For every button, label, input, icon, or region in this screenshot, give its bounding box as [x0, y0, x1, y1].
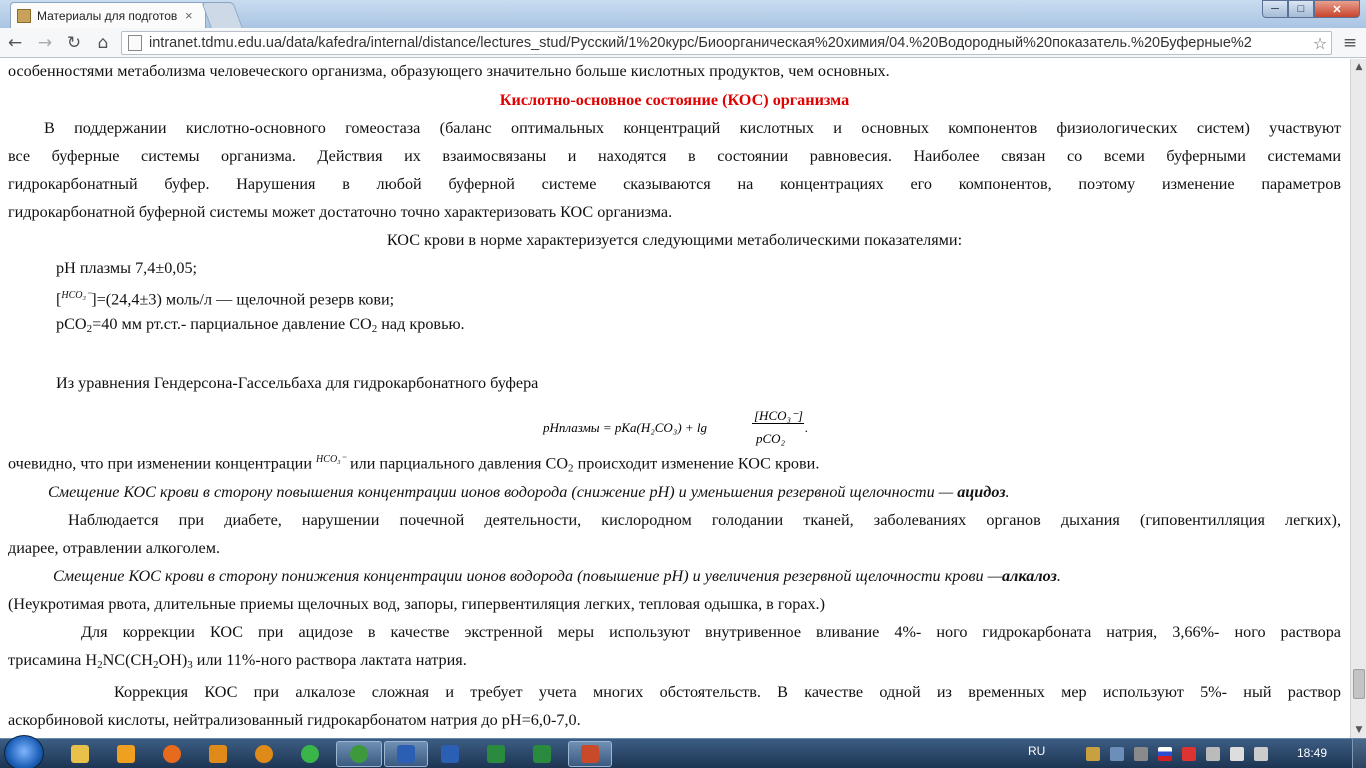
- taskbar-excel[interactable]: [522, 741, 562, 767]
- paragraph-line: В поддержании кислотно-основного гомеостаза (баланс оптимальных концентраций кислотных и основных компонентов физиологических систем) участвуют: [44, 119, 1341, 137]
- pco2-text: =40 мм рт.ст.- парциальное давление СО: [92, 315, 372, 333]
- alkalosis-definition: [53, 562, 1350, 590]
- home-icon[interactable]: ⌂: [97, 33, 109, 53]
- tray-icon[interactable]: [1206, 747, 1220, 761]
- taskbar-word[interactable]: [384, 741, 428, 767]
- subscript: 2: [97, 659, 103, 671]
- text: происходит изменение КОС крови.: [573, 454, 820, 473]
- reload-icon[interactable]: ↻: [66, 33, 82, 53]
- hco3-formula: HCO₃⁻: [61, 290, 92, 301]
- subscript: 2: [371, 323, 378, 335]
- henderson-text: Из уравнения Гендерсона-Гассельбаха для гидрокарбонатного буфера: [56, 374, 539, 392]
- text: NC(CH: [102, 651, 153, 669]
- taskbar-firefox[interactable]: [152, 741, 192, 767]
- paragraph-line: Для коррекции КОС при ацидозе в качестве экстренной меры используют внутривенное вливание 4%- ного гидрокарбоната натрия, 3,66%- ного раствора: [81, 623, 1341, 641]
- alkalosis-term: алкалоз: [1002, 567, 1057, 585]
- vertical-scrollbar[interactable]: [1350, 59, 1366, 738]
- scroll-thumb[interactable]: [1353, 669, 1365, 699]
- text: Смещение КОС крови в сторону понижения концентрации ионов водорода (повышение pH) и увеличения резервной щелочности крови —: [53, 567, 1003, 585]
- taskbar-chrome[interactable]: [336, 741, 382, 767]
- word-icon: [441, 745, 459, 763]
- paragraph-line: Коррекция КОС при алкалозе сложная и требует учета многих обстоятельств. В качестве одной из временных мер используют 5%- ный раствор: [114, 683, 1341, 701]
- maximize-button[interactable]: □: [1288, 0, 1314, 18]
- pco2-indicator: [56, 310, 1350, 343]
- app-icon: [301, 745, 319, 763]
- tab-close-icon[interactable]: ×: [185, 8, 193, 23]
- excel-icon: [487, 745, 505, 763]
- text: или 11%-ного раствора лактата натрия.: [192, 651, 467, 669]
- formula-dot: .: [805, 420, 809, 435]
- address-bar[interactable]: [121, 31, 1332, 55]
- tray-icon[interactable]: [1086, 747, 1100, 761]
- taskbar-app[interactable]: [244, 741, 284, 767]
- scroll-up-icon[interactable]: ▲: [1355, 62, 1363, 72]
- minimize-button[interactable]: ─: [1262, 0, 1288, 18]
- hco3-text: ]=(24,4±3) моль/л — щелочной резерв кови;: [91, 290, 395, 309]
- word-icon: [397, 745, 415, 763]
- tray-icon[interactable]: [1110, 747, 1124, 761]
- clock[interactable]: 18:49: [1297, 746, 1328, 760]
- page-icon: [128, 35, 142, 51]
- fraction-line: [752, 423, 804, 424]
- hco3-indicator: [56, 282, 1350, 313]
- subscript: 2: [86, 323, 93, 335]
- paragraph-line: диарее, отравлении алкоголем.: [8, 539, 221, 557]
- formula-denominator: pCO₂: [756, 431, 786, 446]
- formula-lhs: pHплазмы = pKa(H₂CO₃) + lg: [543, 420, 708, 435]
- media-player-icon: [117, 745, 135, 763]
- subscript: 2: [568, 462, 574, 475]
- app-icon: [255, 745, 273, 763]
- text-line: особенностями метаболизма человеческого организма, образующего значительно больше кислотных продуктов, чем основных.: [8, 62, 890, 80]
- text: .: [1005, 483, 1010, 501]
- taskbar: [0, 738, 1366, 768]
- paragraph-line: гидрокарбонатной буферной системы может достаточно точно характеризовать КОС организма.: [8, 203, 673, 221]
- browser-menu-icon[interactable]: ≡: [1342, 33, 1358, 53]
- close-window-button[interactable]: ✕: [1314, 0, 1360, 18]
- volume-icon[interactable]: [1254, 747, 1268, 761]
- folder-icon: [71, 745, 89, 763]
- text: очевидно, что при изменении концентрации: [8, 454, 312, 473]
- pco2-text: над кровью.: [377, 315, 465, 333]
- alkalosis-causes: (Неукротимая рвота, длительные приемы щелочных вод, запоры, гипервентиляция легких, тепловая одышка, в горах.): [8, 595, 825, 613]
- paragraph-line: все буферные системы организма. Действия их взаимосвязаны и находятся в состоянии равновесия. Наиболее связан со всеми буферными системами: [8, 147, 1341, 165]
- taskbar-word[interactable]: [430, 741, 470, 767]
- site-favicon-icon: [17, 9, 31, 23]
- kos-norm-heading: КОС крови в норме характеризуется следующими метаболическими показателями:: [386, 231, 963, 249]
- henderson-formula: [543, 402, 813, 446]
- tab-title: Материалы для подготов: [37, 8, 177, 23]
- subscript: 2: [152, 659, 159, 671]
- firefox-icon: [163, 745, 181, 763]
- text: трисамина H: [8, 651, 98, 669]
- text: Смещение КОС крови в сторону повышения концентрации ионов водорода (снижение pH) и уменьшения резервной щелочности —: [48, 483, 954, 501]
- page-content: [0, 59, 1350, 738]
- taskbar-app[interactable]: [290, 741, 330, 767]
- formula-numerator: [HCO₃⁻]: [754, 408, 803, 423]
- signal-icon[interactable]: [1230, 747, 1244, 761]
- taskbar-excel[interactable]: [476, 741, 516, 767]
- acidosis-term: ацидоз: [957, 483, 1006, 501]
- browser-toolbar: [0, 28, 1366, 58]
- pco2-text: pCO: [56, 315, 87, 333]
- subscript: 3: [187, 659, 193, 671]
- language-indicator[interactable]: RU: [1028, 744, 1046, 758]
- obvious-line: [8, 446, 1341, 482]
- chrome-icon: [350, 745, 368, 763]
- paragraph-line: [8, 646, 1341, 679]
- paragraph-line: Наблюдается при диабете, нарушении почечной деятельности, кислородном голодании тканей, заболеваниях органов дыхания (гиповентилляция легких),: [68, 511, 1341, 529]
- tab-active[interactable]: [10, 2, 206, 28]
- paragraph-line: аскорбиновой кислоты, нейтрализованный гидрокарбонатом натрия до pH=6,0-7,0.: [8, 711, 581, 729]
- show-desktop-button[interactable]: [1352, 739, 1366, 768]
- flag-icon[interactable]: [1158, 747, 1172, 761]
- scroll-down-icon[interactable]: ▼: [1355, 725, 1363, 735]
- bookmark-star-icon[interactable]: ☆: [1312, 33, 1328, 53]
- pdf-icon: [581, 745, 599, 763]
- taskbar-explorer[interactable]: [60, 741, 100, 767]
- text: OH): [158, 651, 188, 669]
- paragraph-line: гидрокарбонатный буфер. Нарушения в любой буферной системе сказываются на концентрациях его компонентов, поэтому изменение параметров: [8, 175, 1341, 193]
- hco3-formula: HCO₃⁻: [316, 454, 346, 465]
- taskbar-pdf[interactable]: [568, 741, 612, 767]
- ph-indicator: pH плазмы 7,4±0,05;: [56, 259, 198, 277]
- taskbar-app[interactable]: [198, 741, 238, 767]
- back-icon[interactable]: ←: [7, 33, 23, 53]
- text: или парциального давления СО: [349, 454, 569, 473]
- tray-icon[interactable]: [1182, 747, 1196, 761]
- section-title: Кислотно-основное состояние (КОС) организма: [499, 91, 850, 109]
- tray-icon[interactable]: [1134, 747, 1148, 761]
- new-tab-button[interactable]: [201, 2, 242, 28]
- url-text[interactable]: intranet.tdmu.edu.ua/data/kafedra/internal/distance/lectures_stud/Русский/1%20курс/Биоорганическая%20химия/04.%20Водородный%20показатель.%20Буферные%2: [149, 35, 1252, 51]
- start-button[interactable]: [4, 735, 44, 768]
- window-titlebar: [0, 0, 1366, 28]
- taskbar-media-player[interactable]: [106, 741, 146, 767]
- forward-icon[interactable]: →: [37, 33, 53, 53]
- bracket: [: [56, 290, 62, 309]
- acidosis-definition: [48, 478, 1350, 506]
- text: .: [1056, 567, 1061, 585]
- excel-icon: [533, 745, 551, 763]
- app-icon: [209, 745, 227, 763]
